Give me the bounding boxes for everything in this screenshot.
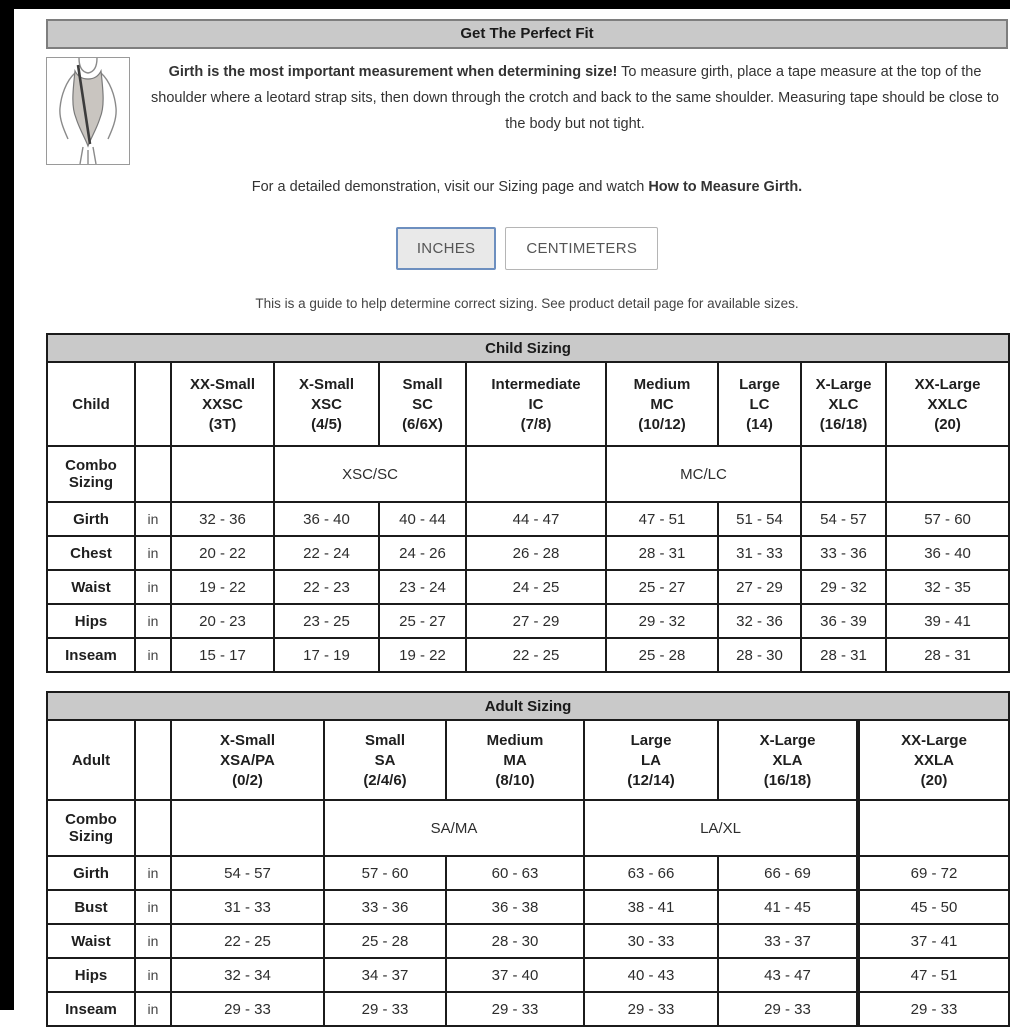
- value-cell: 37 - 40: [446, 958, 584, 992]
- row-label: Bust: [47, 890, 135, 924]
- value-cell: 54 - 57: [171, 856, 324, 890]
- size-range: (20): [934, 415, 961, 433]
- unit-cell: in: [135, 924, 171, 958]
- sizing-guide-note: This is a guide to help determine correct sizing. See product detail page for available sizes.: [255, 296, 799, 311]
- size-column-header: [801, 362, 886, 446]
- value-cell: 33 - 36: [801, 536, 886, 570]
- row-label: Girth: [47, 502, 135, 536]
- size-code: XXLA: [914, 751, 955, 769]
- unit-cell: in: [135, 570, 171, 604]
- value-cell: 36 - 40: [274, 502, 379, 536]
- size-code: IC: [528, 395, 544, 413]
- size-range: (6/6X): [402, 415, 443, 433]
- top-black-bar: [0, 0, 1010, 9]
- leotard-figure-icon: [47, 58, 129, 164]
- value-cell: 28 - 31: [801, 638, 886, 672]
- value-cell: 29 - 33: [171, 992, 324, 1026]
- adult-sizing-table: [46, 691, 1010, 1027]
- value-cell: 47 - 51: [858, 958, 1009, 992]
- value-cell: 28 - 30: [718, 638, 801, 672]
- row-label: Chest: [47, 536, 135, 570]
- table-row-header: Child: [47, 362, 135, 446]
- child-sizing-table-container: [46, 333, 1008, 673]
- value-cell: 28 - 31: [606, 536, 718, 570]
- combo-cell: [858, 800, 1009, 856]
- size-code: XLC: [828, 395, 859, 413]
- combo-cell: [801, 446, 886, 502]
- size-column-header: [171, 362, 274, 446]
- value-cell: 57 - 60: [886, 502, 1009, 536]
- value-cell: 23 - 25: [274, 604, 379, 638]
- value-cell: 20 - 23: [171, 604, 274, 638]
- demo-text: For a detailed demonstration, visit our Sizing page and watch: [251, 179, 649, 195]
- row-label: Hips: [47, 958, 135, 992]
- combo-row-header: Combo Sizing: [47, 446, 135, 502]
- size-name: X-Small: [219, 731, 276, 749]
- row-label: Girth: [47, 856, 135, 890]
- value-cell: 36 - 38: [446, 890, 584, 924]
- value-cell: 19 - 22: [171, 570, 274, 604]
- value-cell: 66 - 69: [718, 856, 858, 890]
- value-cell: 36 - 39: [801, 604, 886, 638]
- girth-instructions-bold: Girth is the most important measurement when determining size!: [168, 64, 618, 80]
- value-cell: 32 - 36: [171, 502, 274, 536]
- value-cell: 23 - 24: [379, 570, 466, 604]
- size-column-header: [446, 720, 584, 800]
- unit-cell: in: [135, 992, 171, 1026]
- table-row-header: Adult: [47, 720, 135, 800]
- unit-cell: in: [135, 536, 171, 570]
- value-cell: 19 - 22: [379, 638, 466, 672]
- girth-instructions-rest: To measure girth, place a tape measure at the top of the shoulder where a leotard strap sits, then down through the crotch and back to the same shoulder. Measuring tape should be close to the body but not tight.: [151, 64, 999, 133]
- unit-toggle: [46, 227, 1008, 270]
- value-cell: 31 - 33: [171, 890, 324, 924]
- size-range: (20): [920, 771, 948, 789]
- value-cell: 37 - 41: [858, 924, 1009, 958]
- value-cell: 51 - 54: [718, 502, 801, 536]
- size-name: Large: [739, 375, 780, 393]
- value-cell: 43 - 47: [718, 958, 858, 992]
- value-cell: 40 - 43: [584, 958, 718, 992]
- value-cell: 29 - 32: [606, 604, 718, 638]
- table-section-title: Child Sizing: [47, 334, 1009, 362]
- size-name: Medium: [633, 375, 691, 393]
- unit-cell: in: [135, 890, 171, 924]
- value-cell: 22 - 24: [274, 536, 379, 570]
- size-name: Intermediate: [491, 375, 581, 393]
- size-code: LA: [641, 751, 661, 769]
- value-cell: 26 - 28: [466, 536, 606, 570]
- size-code: XSA/PA: [220, 751, 275, 769]
- size-range: (10/12): [638, 415, 686, 433]
- size-column-header: [584, 720, 718, 800]
- value-cell: 60 - 63: [446, 856, 584, 890]
- value-cell: 54 - 57: [801, 502, 886, 536]
- unit-column-header: [135, 720, 171, 800]
- value-cell: 32 - 34: [171, 958, 324, 992]
- combo-cell: [171, 800, 324, 856]
- value-cell: 44 - 47: [466, 502, 606, 536]
- value-cell: 31 - 33: [718, 536, 801, 570]
- girth-measurement-diagram: [46, 57, 130, 165]
- size-name: X-Large: [759, 731, 816, 749]
- size-column-header: [324, 720, 446, 800]
- row-label: Waist: [47, 570, 135, 604]
- value-cell: 30 - 33: [584, 924, 718, 958]
- page-title: Get The Perfect Fit: [46, 19, 1008, 49]
- size-range: (3T): [208, 415, 237, 433]
- value-cell: 25 - 28: [606, 638, 718, 672]
- size-range: (0/2): [232, 771, 263, 789]
- value-cell: 34 - 37: [324, 958, 446, 992]
- value-cell: 29 - 33: [324, 992, 446, 1026]
- value-cell: 47 - 51: [606, 502, 718, 536]
- size-code: XXSC: [202, 395, 243, 413]
- size-name: Large: [630, 731, 672, 749]
- value-cell: 38 - 41: [584, 890, 718, 924]
- size-name: Small: [402, 375, 443, 393]
- size-column-header: [274, 362, 379, 446]
- size-column-header: [718, 720, 858, 800]
- size-code: MC: [650, 395, 674, 413]
- size-code: SC: [412, 395, 433, 413]
- size-name: X-Small: [298, 375, 355, 393]
- value-cell: 15 - 17: [171, 638, 274, 672]
- value-cell: 40 - 44: [379, 502, 466, 536]
- size-code: XXLC: [927, 395, 968, 413]
- size-name: XX-Large: [914, 375, 981, 393]
- size-range: (16/18): [819, 415, 868, 433]
- combo-cell: SA/MA: [324, 800, 584, 856]
- size-code: SA: [374, 751, 396, 769]
- value-cell: 20 - 22: [171, 536, 274, 570]
- demo-line: [46, 179, 1008, 195]
- size-range: (4/5): [311, 415, 342, 433]
- unit-column-header: [135, 362, 171, 446]
- value-cell: 29 - 33: [718, 992, 858, 1026]
- size-name: X-Large: [815, 375, 872, 393]
- combo-cell: [466, 446, 606, 502]
- value-cell: 32 - 35: [886, 570, 1009, 604]
- child-sizing-table: [46, 333, 1010, 673]
- size-column-header: [466, 362, 606, 446]
- value-cell: 17 - 19: [274, 638, 379, 672]
- size-column-header: [606, 362, 718, 446]
- size-range: (8/10): [495, 771, 535, 789]
- value-cell: 28 - 30: [446, 924, 584, 958]
- size-code: XSC: [311, 395, 342, 413]
- value-cell: 25 - 27: [606, 570, 718, 604]
- combo-cell: [171, 446, 274, 502]
- row-label: Hips: [47, 604, 135, 638]
- value-cell: 24 - 25: [466, 570, 606, 604]
- value-cell: 24 - 26: [379, 536, 466, 570]
- unit-cell: in: [135, 958, 171, 992]
- size-name: XX-Small: [189, 375, 256, 393]
- size-column-header: [379, 362, 466, 446]
- unit-cell: in: [135, 502, 171, 536]
- size-column-header: [718, 362, 801, 446]
- value-cell: 27 - 29: [466, 604, 606, 638]
- size-range: (14): [746, 415, 773, 433]
- combo-cell: LA/XL: [584, 800, 858, 856]
- value-cell: 22 - 25: [466, 638, 606, 672]
- size-name: Small: [364, 731, 406, 749]
- size-chart-page: [46, 19, 1008, 1027]
- size-name: XX-Large: [901, 731, 967, 749]
- value-cell: 32 - 36: [718, 604, 801, 638]
- value-cell: 63 - 66: [584, 856, 718, 890]
- value-cell: 25 - 27: [379, 604, 466, 638]
- value-cell: 45 - 50: [858, 890, 1009, 924]
- size-range: (12/14): [627, 771, 675, 789]
- size-column-header: [886, 362, 1009, 446]
- row-label: Inseam: [47, 992, 135, 1026]
- combo-cell: [886, 446, 1009, 502]
- unit-cell: in: [135, 856, 171, 890]
- value-cell: 33 - 36: [324, 890, 446, 924]
- size-range: (7/8): [520, 415, 552, 433]
- value-cell: 29 - 33: [858, 992, 1009, 1026]
- row-label: Waist: [47, 924, 135, 958]
- value-cell: 36 - 40: [886, 536, 1009, 570]
- size-range: (16/18): [763, 771, 812, 789]
- value-cell: 33 - 37: [718, 924, 858, 958]
- adult-sizing-table-container: [46, 691, 1008, 1027]
- value-cell: 29 - 32: [801, 570, 886, 604]
- size-column-header: [858, 720, 1009, 800]
- size-name: Medium: [486, 731, 544, 749]
- value-cell: 69 - 72: [858, 856, 1009, 890]
- value-cell: 27 - 29: [718, 570, 801, 604]
- value-cell: 39 - 41: [886, 604, 1009, 638]
- value-cell: 41 - 45: [718, 890, 858, 924]
- value-cell: 57 - 60: [324, 856, 446, 890]
- size-column-header: [171, 720, 324, 800]
- combo-cell: XSC/SC: [274, 446, 466, 502]
- centimeters-button[interactable]: CENTIMETERS: [505, 227, 658, 270]
- girth-instructions: [142, 57, 1008, 137]
- value-cell: 29 - 33: [446, 992, 584, 1026]
- unit-cell: [135, 800, 171, 856]
- combo-cell: MC/LC: [606, 446, 801, 502]
- size-code: XLA: [772, 751, 803, 769]
- row-label: Inseam: [47, 638, 135, 672]
- combo-row-header: Combo Sizing: [47, 800, 135, 856]
- size-code: MA: [503, 751, 527, 769]
- size-code: LC: [749, 395, 770, 413]
- left-black-bar: [0, 0, 14, 1010]
- inches-button[interactable]: INCHES: [396, 227, 496, 270]
- girth-intro-section: [46, 57, 1008, 165]
- table-section-title: Adult Sizing: [47, 692, 1009, 720]
- unit-cell: in: [135, 638, 171, 672]
- unit-cell: in: [135, 604, 171, 638]
- value-cell: 22 - 23: [274, 570, 379, 604]
- value-cell: 29 - 33: [584, 992, 718, 1026]
- unit-cell: [135, 446, 171, 502]
- value-cell: 22 - 25: [171, 924, 324, 958]
- value-cell: 25 - 28: [324, 924, 446, 958]
- size-range: (2/4/6): [363, 771, 407, 789]
- demo-bold-text: How to Measure Girth.: [648, 179, 803, 195]
- value-cell: 28 - 31: [886, 638, 1009, 672]
